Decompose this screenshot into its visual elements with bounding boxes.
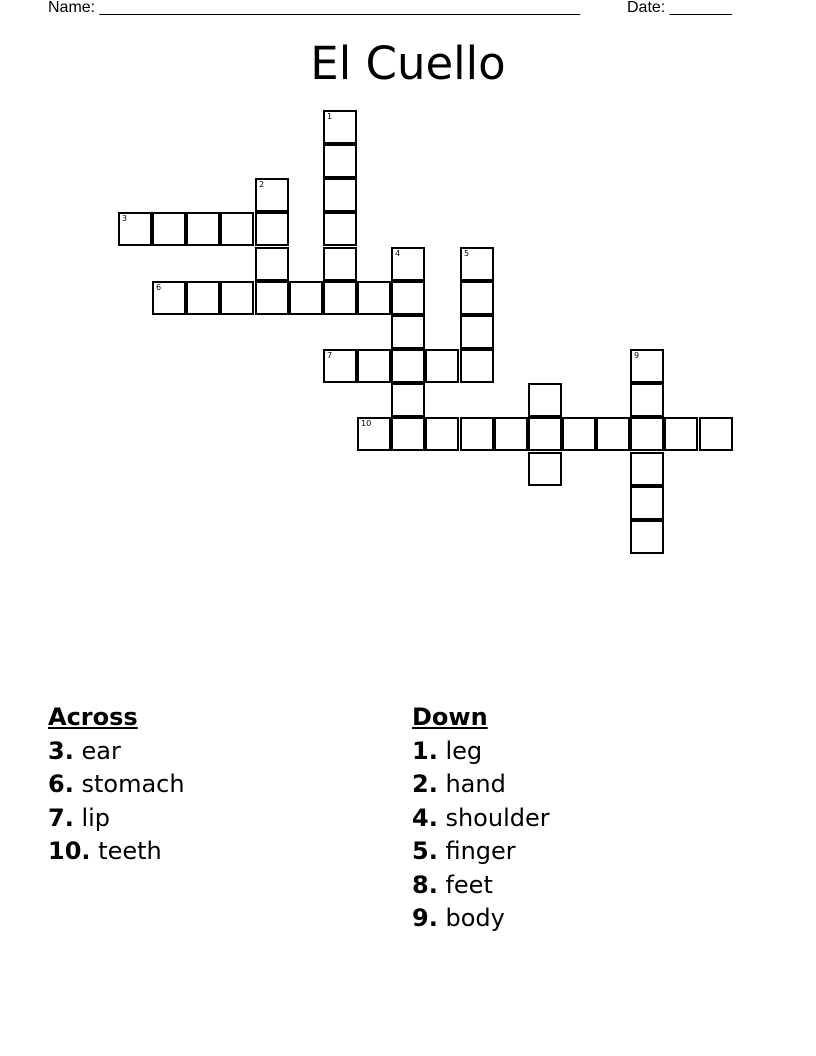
crossword-cell[interactable]	[425, 349, 459, 383]
cell-number: 7	[327, 351, 333, 360]
crossword-cell[interactable]	[255, 212, 289, 246]
crossword-cell[interactable]	[186, 281, 220, 315]
crossword-cell[interactable]	[323, 247, 357, 281]
clue-number: 10.	[48, 837, 91, 865]
crossword-cell[interactable]	[391, 315, 425, 349]
crossword-cell[interactable]	[699, 417, 733, 451]
crossword-cell[interactable]	[391, 247, 425, 281]
clue-item	[48, 802, 185, 836]
crossword-cell[interactable]	[425, 417, 459, 451]
crossword-cell[interactable]	[460, 247, 494, 281]
across-clues	[48, 701, 185, 869]
clue-item	[48, 735, 185, 769]
clue-item	[412, 768, 550, 802]
cell-number: 6	[156, 283, 162, 292]
clue-number: 7.	[48, 803, 74, 832]
clue-text: ear	[81, 736, 121, 765]
crossword-cell[interactable]	[220, 281, 254, 315]
crossword-cell[interactable]	[562, 417, 596, 451]
down-heading: Down	[412, 703, 488, 731]
crossword-cell[interactable]	[118, 212, 152, 246]
clue-number: 5.	[412, 837, 438, 865]
page-title: El Cuello	[310, 37, 506, 90]
crossword-cell[interactable]	[357, 417, 391, 451]
clue-number: 1.	[412, 736, 438, 765]
crossword-cell[interactable]	[528, 383, 562, 417]
crossword-cell[interactable]	[255, 247, 289, 281]
clue-number: 3.	[48, 736, 74, 765]
crossword-cell[interactable]	[391, 281, 425, 315]
date-blank[interactable]: _______	[669, 0, 732, 16]
clue-item	[48, 835, 185, 869]
clue-text: stomach	[81, 770, 185, 798]
crossword-cell[interactable]	[630, 349, 664, 383]
clue-number: 6.	[48, 770, 74, 798]
crossword-cell[interactable]	[357, 349, 391, 383]
crossword-cell[interactable]	[630, 520, 664, 554]
crossword-cell[interactable]	[630, 383, 664, 417]
crossword-cell[interactable]	[323, 281, 357, 315]
clue-text: finger	[445, 837, 516, 865]
crossword-cell[interactable]	[391, 349, 425, 383]
crossword-cell[interactable]	[460, 281, 494, 315]
crossword-cell[interactable]	[323, 110, 357, 144]
crossword-cell[interactable]	[186, 212, 220, 246]
cell-number: 9	[634, 351, 640, 360]
crossword-cell[interactable]	[323, 178, 357, 212]
cell-number: 3	[122, 214, 128, 223]
crossword-cell[interactable]	[630, 486, 664, 520]
date-label: Date:	[627, 0, 666, 16]
crossword-cell[interactable]	[528, 417, 562, 451]
crossword-cell[interactable]	[289, 281, 323, 315]
crossword-cell[interactable]	[220, 212, 254, 246]
crossword-cell[interactable]	[323, 349, 357, 383]
clue-number: 2.	[412, 770, 438, 798]
across-heading: Across	[48, 703, 138, 731]
clue-item	[412, 735, 550, 769]
clue-text: lip	[81, 803, 111, 832]
crossword-cell[interactable]	[391, 417, 425, 451]
name-label: Name:	[48, 0, 96, 16]
crossword-cell[interactable]	[323, 144, 357, 178]
cell-number: 4	[395, 249, 401, 258]
clue-text: hand	[445, 770, 506, 798]
clue-number: 4.	[412, 803, 438, 832]
clue-item	[412, 802, 550, 836]
clue-item	[412, 835, 550, 869]
crossword-cell[interactable]	[460, 349, 494, 383]
crossword-cell[interactable]	[630, 452, 664, 486]
clue-text: feet	[445, 870, 493, 899]
crossword-cell[interactable]	[152, 212, 186, 246]
clue-item	[48, 768, 185, 802]
cell-number: 10	[361, 419, 372, 428]
crossword-cell[interactable]	[596, 417, 630, 451]
crossword-cell[interactable]	[152, 281, 186, 315]
crossword-cell[interactable]	[391, 383, 425, 417]
clue-text: leg	[445, 736, 483, 765]
crossword-cell[interactable]	[323, 212, 357, 246]
clue-number: 9.	[412, 904, 438, 932]
down-clues	[412, 701, 550, 936]
clue-item	[412, 902, 550, 936]
clue-text: teeth	[98, 837, 162, 865]
cell-number: 5	[464, 249, 470, 258]
crossword-cell[interactable]	[528, 452, 562, 486]
crossword-cell[interactable]	[460, 315, 494, 349]
crossword-cell[interactable]	[357, 281, 391, 315]
cell-number: 1	[327, 112, 333, 121]
crossword-cell[interactable]	[630, 417, 664, 451]
name-blank[interactable]: ______________________________________________________	[99, 0, 581, 16]
clue-text: body	[445, 904, 505, 932]
clue-text: shoulder	[445, 803, 550, 832]
clue-number: 8.	[412, 870, 438, 899]
cell-number: 2	[259, 180, 265, 189]
clue-item	[412, 869, 550, 903]
crossword-cell[interactable]	[255, 281, 289, 315]
crossword-cell[interactable]	[664, 417, 698, 451]
crossword-cell[interactable]	[460, 417, 494, 451]
crossword-cell[interactable]	[494, 417, 528, 451]
crossword-cell[interactable]	[255, 178, 289, 212]
